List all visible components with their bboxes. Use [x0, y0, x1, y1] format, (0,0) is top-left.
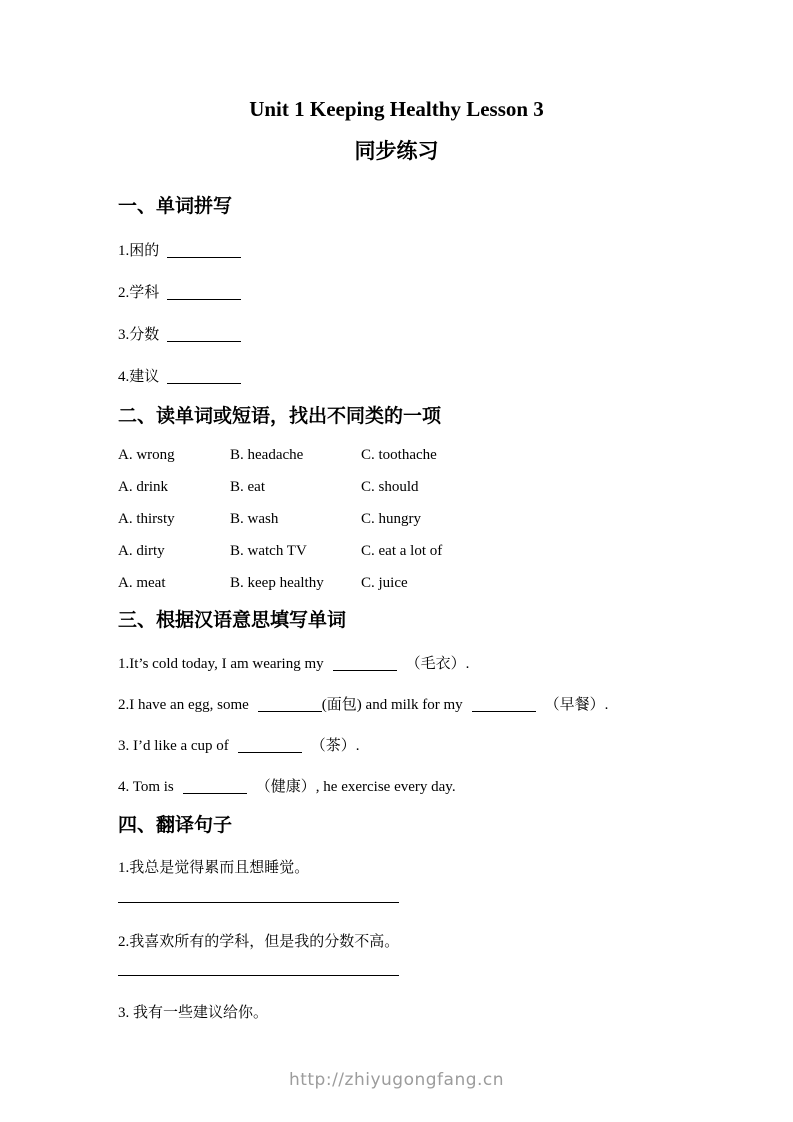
word-spelling-label-2: 2.学科 — [118, 285, 160, 301]
answer-line — [118, 975, 399, 976]
translation-item-3: 3. 我有一些建议给你。 — [118, 1005, 269, 1021]
option-c: C. toothache — [361, 447, 437, 463]
section-1-heading: 一、单词拼写 — [118, 195, 233, 217]
word-spelling-item-1 — [118, 242, 675, 260]
option-b: B. keep healthy — [230, 575, 324, 591]
sentence-pre: 1.It’s cold today, I am wearing my — [118, 656, 324, 672]
option-a: A. drink — [118, 479, 168, 495]
answer-blank — [167, 286, 241, 300]
answer-blank — [333, 657, 397, 671]
option-c: C. should — [361, 479, 419, 495]
footer-url: http://zhiyugongfang.cn — [288, 1070, 505, 1090]
sentence-post: （毛衣）. — [405, 656, 470, 672]
word-spelling-item-4 — [118, 368, 675, 386]
option-c: C. hungry — [361, 511, 421, 527]
option-a: A. thirsty — [118, 511, 175, 527]
word-spelling-item-3 — [118, 326, 675, 344]
option-b: B. eat — [230, 479, 265, 495]
sentence-mid: (面包) and milk for my — [321, 697, 463, 713]
section-3-heading: 三、根据汉语意思填写单词 — [118, 609, 347, 631]
sentence-post: （健康）, he exercise every day. — [255, 779, 456, 795]
answer-blank — [167, 328, 241, 342]
fill-blank-sentence-3 — [118, 737, 675, 755]
option-c: C. juice — [361, 575, 408, 591]
answer-blank — [238, 739, 302, 753]
sentence-post: （早餐）. — [544, 697, 609, 713]
option-b: B. headache — [230, 447, 304, 463]
fill-blank-sentence-4 — [118, 778, 675, 796]
option-a: A. dirty — [118, 543, 165, 559]
sentence-pre: 3. I’d like a cup of — [118, 738, 229, 754]
answer-blank — [472, 698, 536, 712]
option-row-3 — [118, 510, 675, 528]
answer-blank — [183, 780, 247, 794]
fill-blank-sentence-1 — [118, 655, 675, 673]
option-b: B. wash — [230, 511, 279, 527]
answer-line — [118, 902, 399, 903]
translation-item-1: 1.我总是觉得累而且想睡觉。 — [118, 860, 310, 876]
option-row-5 — [118, 574, 675, 592]
option-c: C. eat a lot of — [361, 543, 443, 559]
word-spelling-label-3: 3.分数 — [118, 327, 160, 343]
answer-blank — [167, 244, 241, 258]
word-spelling-label-4: 4.建议 — [118, 369, 160, 385]
option-row-4 — [118, 542, 675, 560]
page-title: Unit 1 Keeping Healthy Lesson 3 — [249, 97, 544, 121]
answer-blank — [258, 698, 322, 712]
word-spelling-item-2 — [118, 284, 675, 302]
answer-blank — [167, 370, 241, 384]
sentence-pre: 4. Tom is — [118, 779, 174, 795]
page-subtitle: 同步练习 — [354, 139, 439, 163]
option-row-1 — [118, 446, 675, 464]
section-4-heading: 四、翻译句子 — [118, 814, 233, 836]
sentence-post: （茶）. — [310, 738, 360, 754]
option-b: B. watch TV — [230, 543, 307, 559]
translation-item-2: 2.我喜欢所有的学科，但是我的分数不高。 — [118, 934, 400, 950]
section-2-heading: 二、读单词或短语，找出不同类的一项 — [118, 405, 442, 427]
option-a: A. wrong — [118, 447, 175, 463]
sentence-pre: 2.I have an egg, some — [118, 697, 249, 713]
fill-blank-sentence-2 — [118, 696, 675, 714]
option-a: A. meat — [118, 575, 166, 591]
word-spelling-label-1: 1.困的 — [118, 243, 160, 259]
option-row-2 — [118, 478, 675, 496]
